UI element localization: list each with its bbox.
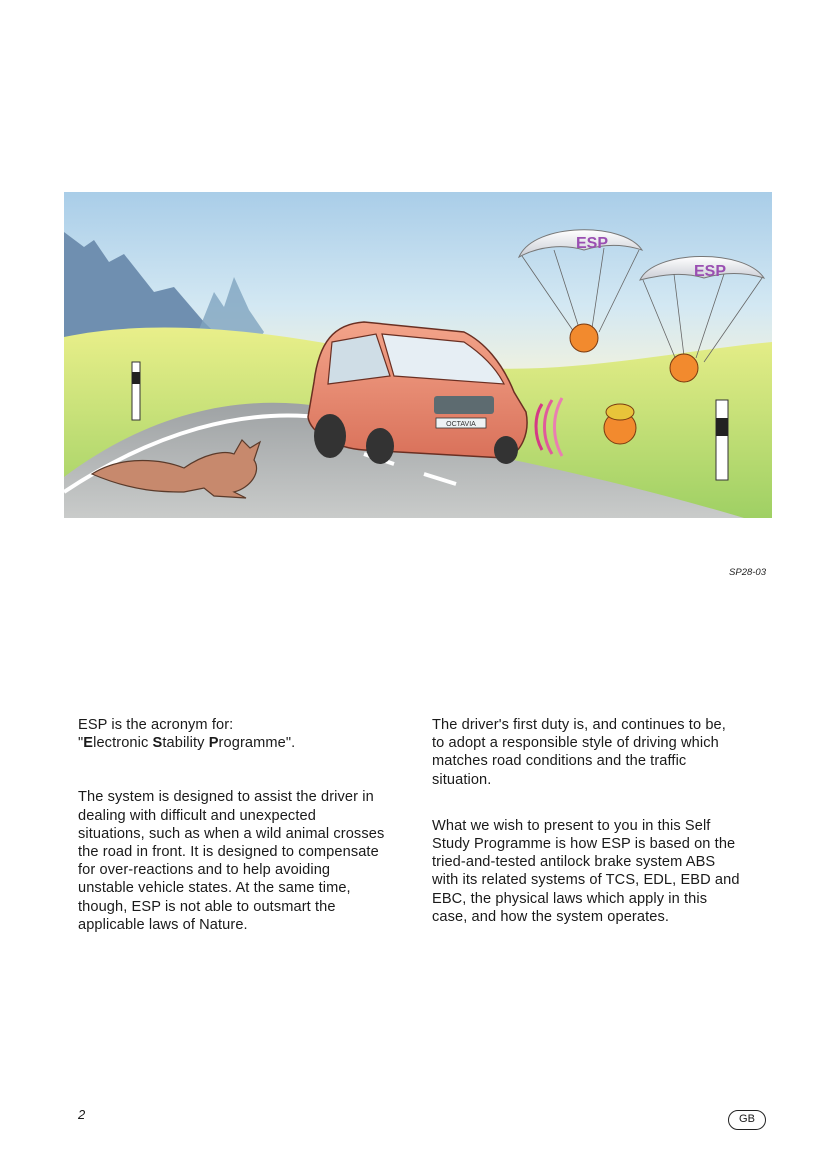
acronym-expansion: "Electronic Stability Programme". (78, 735, 296, 752)
license-plate: OCTAVIA (446, 421, 476, 428)
left-column (78, 716, 416, 934)
canopy-label-1: ESP (576, 235, 609, 252)
driver-duty-paragraph: The driver's first duty is, and continues to be, to adopt a responsible style of driving which matches road conditions and the traffic situation. (432, 717, 726, 788)
figure-code: SP28-03 (729, 567, 766, 578)
esp-illustration (64, 192, 772, 518)
system-description-paragraph: The system is designed to assist the driver in dealing with difficult and unexpected situations, such as when a wild animal crosses the road in front. It is designed to compensate for over-reactions and to help avoiding unstable vehicle states. At the same time, though, ESP is not able to outsmart the applicable laws of Nature. (78, 789, 385, 933)
canopy-label-2: ESP (694, 263, 727, 280)
right-column (432, 716, 770, 926)
programme-overview-paragraph: What we wish to present to you in this Self Study Programme is how ESP is based on the tried-and-tested antilock brake system ABS with its related systems of TCS, EDL, EBD and EBC, the physical laws which apply in this case, and how the system operates. (432, 817, 740, 925)
intro-line: ESP is the acronym for: (78, 717, 234, 733)
road-scene-image (64, 192, 772, 518)
page-number: 2 (78, 1107, 86, 1122)
language-badge: GB (728, 1110, 766, 1130)
